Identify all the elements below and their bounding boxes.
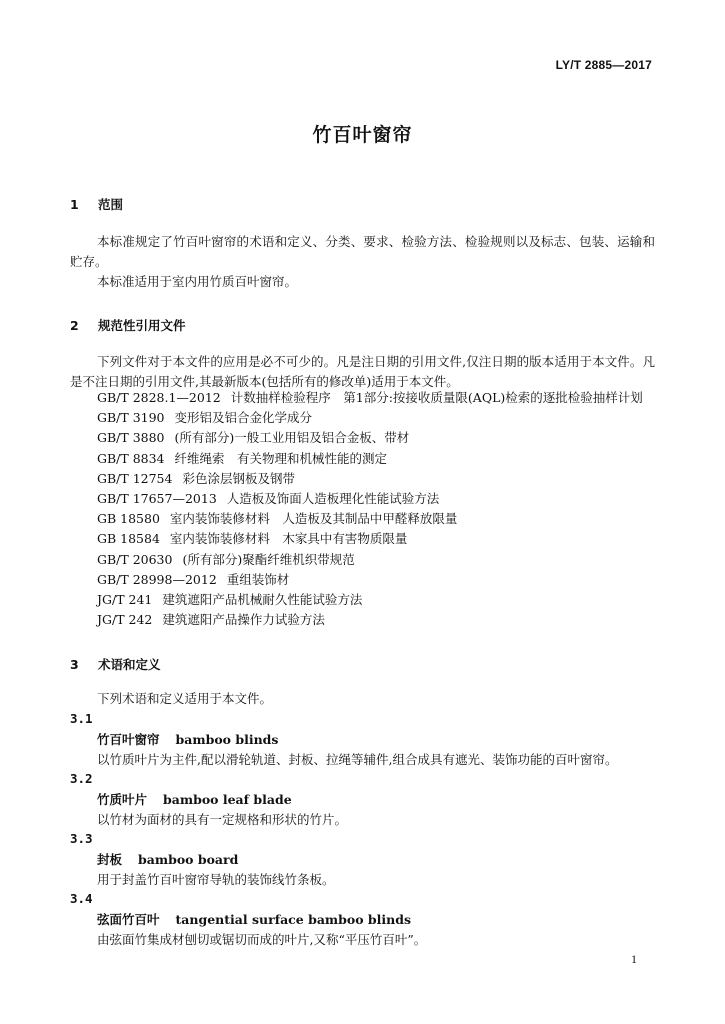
section-number: 3: [70, 657, 79, 672]
reference-code: GB/T 8834: [97, 450, 165, 466]
term-en: bamboo board: [138, 852, 239, 867]
reference-item: [97, 489, 667, 509]
section-number: 1: [70, 197, 79, 212]
reference-title: 室内装饰装修材料 人造板及其制品中甲醛释放限量: [169, 511, 458, 527]
reference-title: 彩色涂层钢板及钢带: [182, 470, 295, 486]
term-name: [97, 730, 278, 748]
section-1-heading: [70, 195, 123, 213]
reference-title: (所有部分)聚酯纤维机织带规范: [182, 551, 355, 567]
term-number: 3.3: [70, 831, 93, 846]
reference-title: 纤维绳索 有关物理和机械性能的测定: [174, 450, 388, 466]
term-en: bamboo leaf blade: [163, 792, 292, 807]
section-1-paragraph-1: 本标准规定了竹百叶窗帘的术语和定义、分类、要求、检验方法、检验规则以及标志、包装、运输和贮存。: [70, 234, 655, 269]
reference-title: 室内装饰装修材料 木家具中有害物质限量: [169, 531, 408, 547]
reference-code: JG/T 241: [97, 591, 153, 607]
standard-code: LY/T 2885—2017: [555, 58, 652, 72]
reference-title: 计数抽样检验程序 第1部分:按接收质量限(AQL)检索的逐批检验抽样计划: [230, 390, 643, 405]
section-title: 范围: [98, 197, 124, 212]
term-definition: 以竹质叶片为主件,配以滑轮轨道、封板、拉绳等辅件,组合成具有遮光、装饰功能的百叶窗帘。: [97, 752, 618, 767]
reference-code: GB 18580: [97, 511, 160, 527]
section-title: 规范性引用文件: [98, 318, 186, 333]
section-2-heading: [70, 316, 186, 334]
term-zh: 竹百叶窗帘: [97, 732, 160, 747]
reference-item: [97, 428, 667, 448]
reference-title: 变形铝及铝合金化学成分: [174, 410, 313, 426]
reference-item: [97, 408, 667, 428]
reference-code: GB 18584: [97, 531, 160, 547]
section-title: 术语和定义: [98, 657, 161, 672]
term-en: bamboo blinds: [175, 732, 279, 747]
reference-code: GB/T 3880: [97, 430, 165, 446]
term-number: 3.1: [70, 711, 93, 726]
term-zh: 封板: [97, 852, 123, 867]
reference-item: [97, 610, 667, 630]
term-definition: 以竹材为面材的具有一定规格和形状的竹片。: [97, 812, 348, 827]
term-name: [97, 850, 238, 868]
reference-code: GB/T 2828.1—2012: [97, 390, 221, 405]
reference-title: 建筑遮阳产品机械耐久性能试验方法: [162, 591, 363, 607]
reference-title: 重组装饰材: [226, 571, 290, 587]
reference-code: JG/T 242: [97, 612, 153, 628]
term-name: [97, 910, 411, 928]
reference-list: [97, 388, 667, 630]
section-1-paragraph-2: 本标准适用于室内用竹质百叶窗帘。: [97, 274, 298, 289]
reference-title: 建筑遮阳产品操作力试验方法: [162, 612, 325, 628]
section-3-intro: 下列术语和定义适用于本文件。: [97, 691, 273, 706]
reference-item: [97, 449, 667, 469]
reference-title: (所有部分)一般工业用铝及铝合金板、带材: [174, 430, 410, 446]
section-number: 2: [70, 318, 79, 333]
reference-item: [97, 388, 667, 408]
reference-code: GB/T 28998—2012: [97, 571, 217, 587]
reference-code: GB/T 3190: [97, 410, 165, 426]
reference-code: GB/T 12754: [97, 470, 173, 486]
term-number: 3.4: [70, 891, 93, 906]
reference-code: GB/T 17657—2013: [97, 490, 217, 506]
term-definition: 由弦面竹集成材刨切或锯切而成的叶片,又称“平压竹百叶”。: [97, 932, 427, 947]
reference-title: 人造板及饰面人造板理化性能试验方法: [226, 490, 440, 506]
reference-item: [97, 529, 667, 549]
reference-item: [97, 469, 667, 489]
term-definition: 用于封盖竹百叶窗帘导轨的装饰线竹条板。: [97, 872, 335, 887]
reference-item: [97, 509, 667, 529]
term-zh: 弦面竹百叶: [97, 912, 160, 927]
page-number: 1: [631, 952, 637, 966]
reference-item: [97, 570, 667, 590]
reference-item: [97, 550, 667, 570]
reference-item: [97, 590, 667, 610]
term-zh: 竹质叶片: [97, 792, 148, 807]
document-title: 竹百叶窗帘: [312, 124, 413, 146]
term-en: tangential surface bamboo blinds: [175, 912, 412, 927]
reference-code: GB/T 20630: [97, 551, 173, 567]
term-number: 3.2: [70, 771, 93, 786]
term-name: [97, 790, 292, 808]
section-2-intro: 下列文件对于本文件的应用是必不可少的。凡是注日期的引用文件,仅注日期的版本适用于本文件。凡是不注日期的引用文件,其最新版本(包括所有的修改单)适用于本文件。: [70, 354, 655, 389]
section-3-heading: [70, 655, 161, 673]
